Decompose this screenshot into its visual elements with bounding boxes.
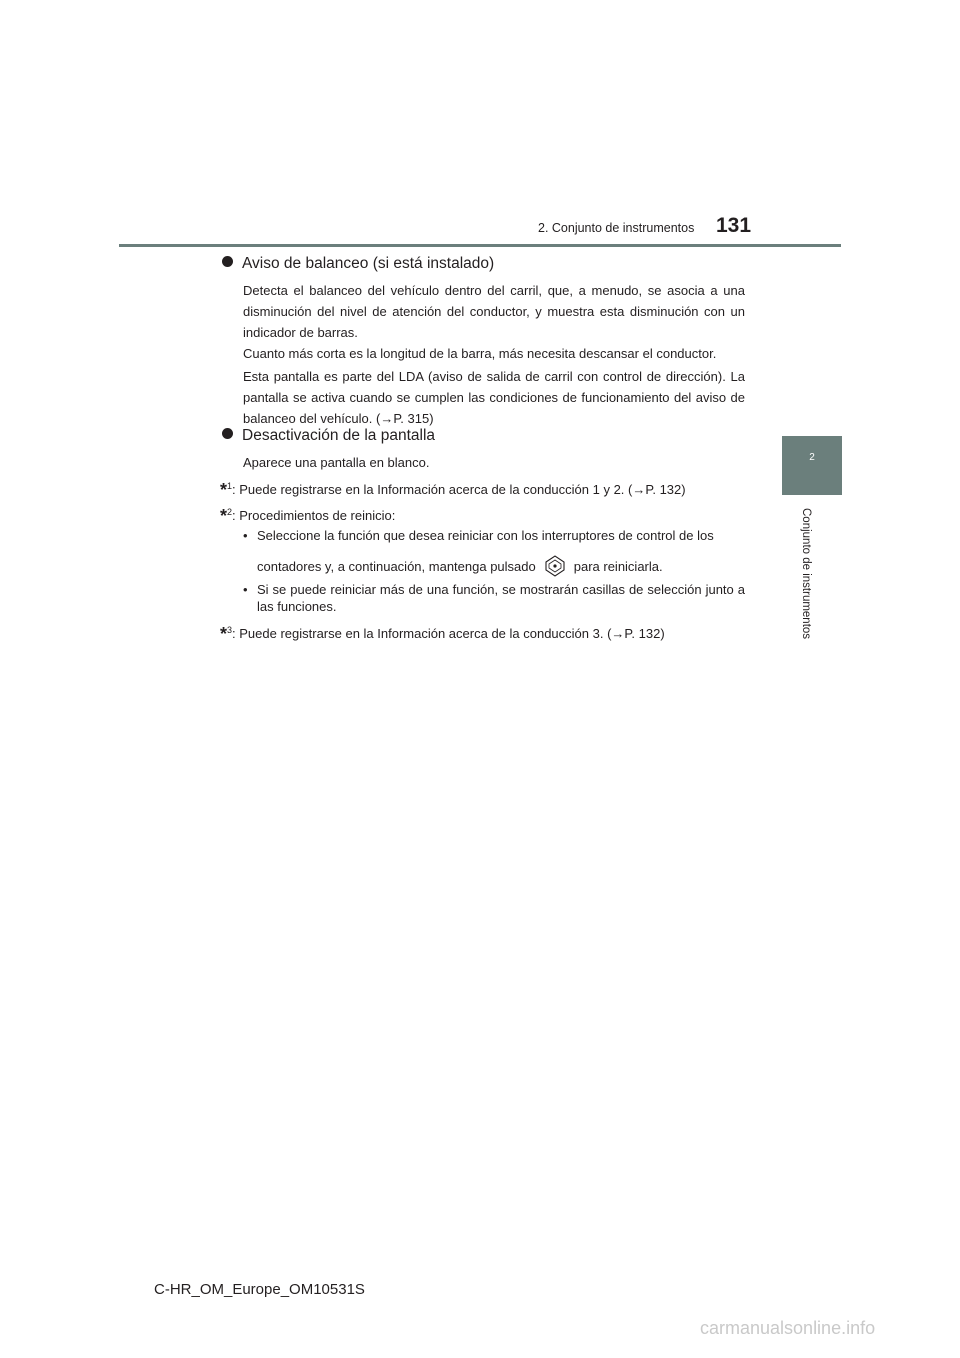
- paragraph: Esta pantalla es parte del LDA (aviso de salida de carril con control de dirección). La pantalla se activa cuando se cumplen las condiciones de funcionamiento del aviso de balanceo del vehículo. (→P. 315): [243, 369, 745, 426]
- chapter-tab: [782, 436, 842, 495]
- footnote-star: *: [220, 506, 228, 526]
- footnote-2-bullet-2: [243, 581, 745, 615]
- footnote-1: [220, 476, 745, 501]
- footnote-2-bullet-1: [243, 527, 745, 544]
- section-heading-text: Aviso de balanceo (si está instalado): [242, 255, 495, 272]
- reset-switch-icon: [542, 553, 568, 579]
- bullet-text-before-icon: contadores y, a continuación, mantenga pulsado: [257, 559, 536, 574]
- chapter-tab-number: 2: [809, 452, 815, 463]
- chapter-tab-label: Conjunto de instrumentos: [800, 508, 812, 640]
- footnote-3: [220, 620, 745, 645]
- watermark-text: carmanualsonline.info: [700, 1318, 876, 1338]
- paragraph: Cuanto más corta es la longitud de la barra, más necesita descansar el conductor.: [243, 346, 717, 361]
- bullet-text-after-icon: para reiniciarla.: [573, 559, 663, 574]
- list-dot: •: [243, 582, 248, 597]
- section-heading-sway-warning: [222, 255, 494, 273]
- list-dot: •: [243, 528, 248, 543]
- bullet-text-line1: Seleccione la función que desea reiniciar con los interruptores de control de los: [257, 528, 714, 543]
- section-heading-text: Desactivación de la pantalla: [242, 427, 436, 444]
- document-code: C-HR_OM_Europe_OM10531S: [154, 1281, 365, 1298]
- footnote-mark: 3: [227, 625, 233, 635]
- header-divider: [119, 244, 841, 247]
- running-header: 2. Conjunto de instrumentos: [538, 221, 695, 235]
- bullet-icon: [222, 428, 233, 439]
- footnote-star: *: [220, 480, 228, 500]
- footnote-text: : Procedimientos de reinicio:: [232, 508, 396, 523]
- footnote-mark: 1: [227, 481, 233, 491]
- footnote-text: : Puede registrarse en la Información acerca de la conducción 3. (→P. 132): [232, 626, 665, 641]
- footnote-2-bullet-1-cont: [243, 553, 745, 579]
- bullet-text: Si se puede reiniciar más de una función, se mostrarán casillas de selección junto a las funciones.: [257, 582, 745, 614]
- footnote-2: [220, 502, 745, 527]
- paragraph: Detecta el balanceo del vehículo dentro del carril, que, a menudo, se asocia a una disminución del nivel de atención del conductor, y muestra esta disminución con un indicador de barras.: [243, 283, 745, 340]
- bullet-icon: [222, 256, 233, 267]
- footnote-text: : Puede registrarse en la Información acerca de la conducción 1 y 2. (→P. 132): [232, 482, 686, 497]
- paragraph: Aparece una pantalla en blanco.: [243, 455, 430, 470]
- footnote-mark: 2: [227, 507, 233, 517]
- page-number: 131: [716, 214, 752, 237]
- section-heading-display-off: [222, 427, 435, 445]
- footnote-star: *: [220, 624, 228, 644]
